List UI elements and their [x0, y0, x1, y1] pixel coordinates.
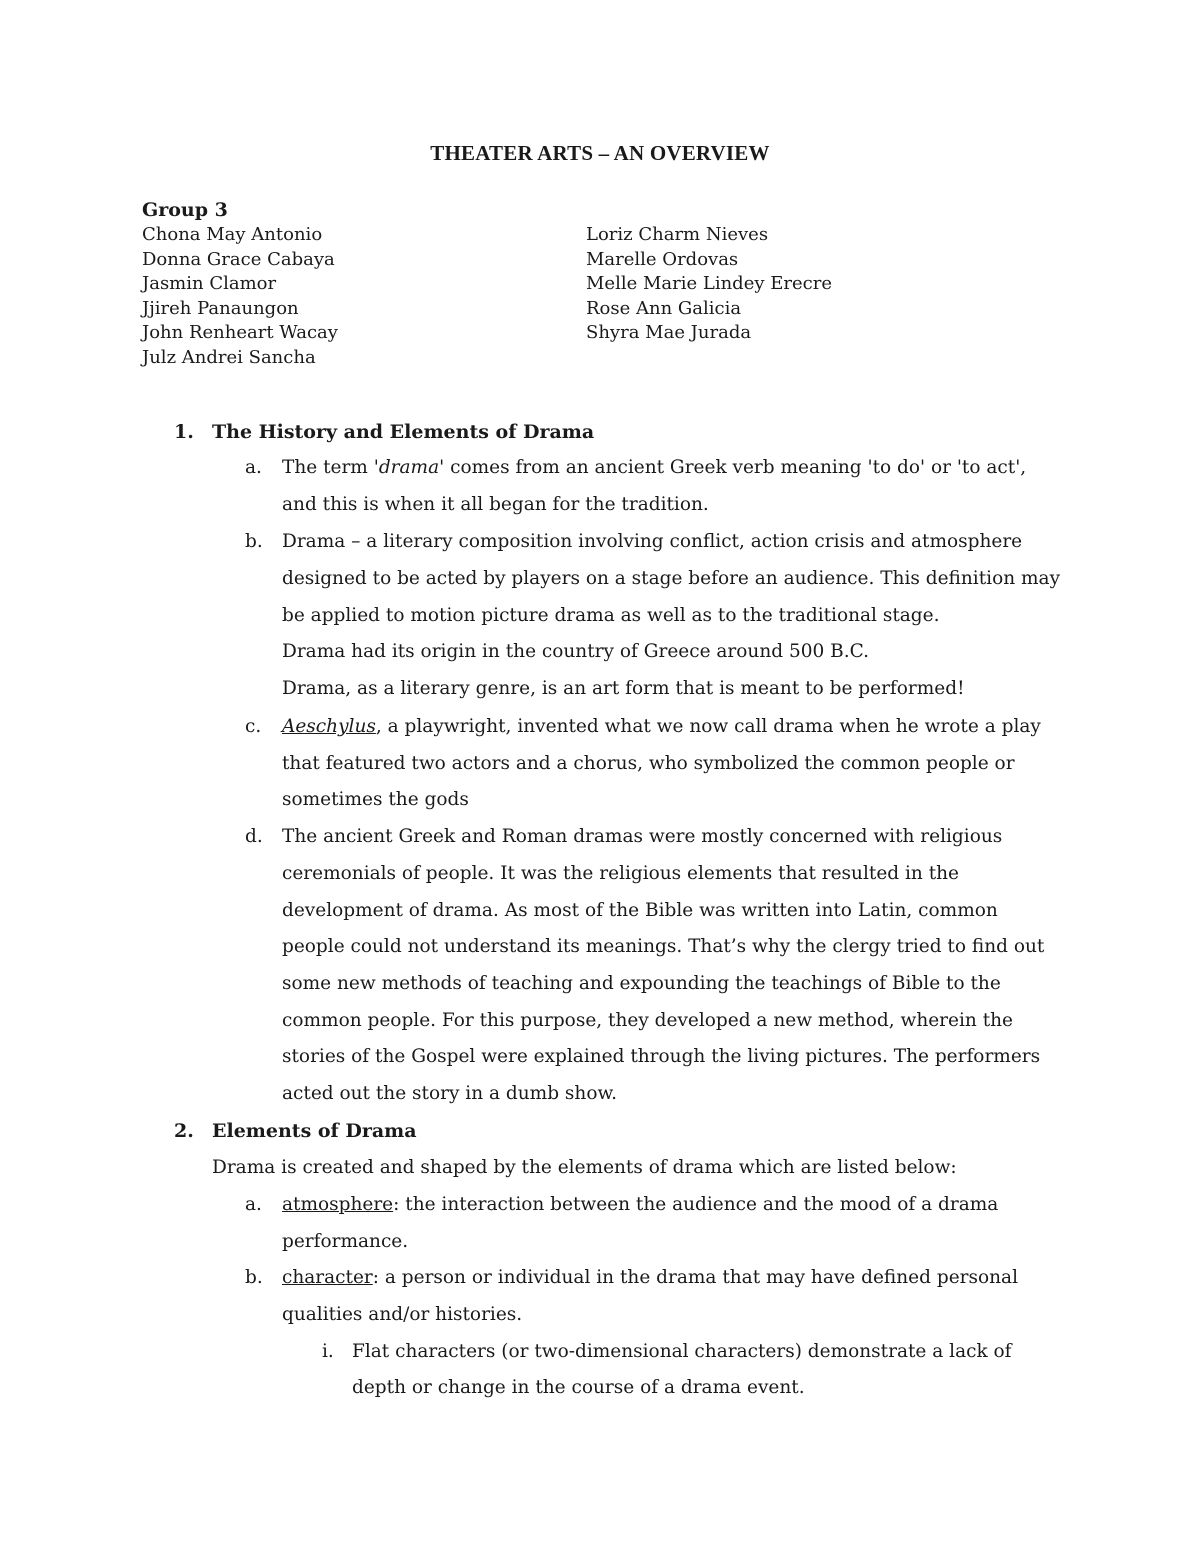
section-1d-line: people could not understand its meanings. That’s why the clergy tried to find out [282, 936, 1045, 957]
section-1b-line: designed to be acted by players on a stage before an audience. This definition may [282, 568, 1061, 589]
list-marker: a. [245, 457, 262, 478]
section-2-title: Elements of Drama [212, 1120, 417, 1142]
section-2bi-line-2: depth or change in the course of a drama event. [352, 1377, 805, 1398]
section-2-number: 2. [174, 1120, 194, 1142]
member-name: Shyra Mae Jurada [586, 322, 752, 344]
member-name: Julz Andrei Sancha [142, 346, 316, 368]
members-column-2 [586, 223, 832, 346]
list-marker: b. [245, 531, 263, 552]
section-1b-line: Drama, as a literary genre, is an art form that is meant to be performed! [282, 678, 965, 699]
section-2bi-line-1: Flat characters (or two-dimensional characters) demonstrate a lack of [352, 1341, 1012, 1362]
members-column-1 [142, 223, 338, 371]
section-1d-line: acted out the story in a dumb show. [282, 1083, 617, 1104]
member-name: Jasmin Clamor [142, 273, 277, 295]
section-1c-line: sometimes the gods [282, 789, 469, 810]
document-title: THEATER ARTS – AN OVERVIEW [430, 141, 770, 165]
section-1c-line-1: Aeschylus, a playwright, invented what we now call drama when he wrote a play [282, 716, 1041, 737]
section-1b-line: Drama – a literary composition involving conflict, action crisis and atmosphere [282, 531, 1023, 552]
list-marker: b. [245, 1267, 263, 1288]
section-1b-line: Drama had its origin in the country of Greece around 500 B.C. [282, 641, 870, 662]
section-1-number: 1. [174, 421, 194, 443]
section-2b-line-2: qualities and/or histories. [282, 1304, 523, 1325]
section-1d-line: development of drama. As most of the Bible was written into Latin, common [282, 900, 998, 921]
section-1c-line: that featured two actors and a chorus, who symbolized the common people or [282, 753, 1015, 774]
atmosphere-term: atmosphere [282, 1194, 394, 1215]
section-2a-line-2: performance. [282, 1231, 409, 1252]
member-name: John Renheart Wacay [142, 322, 338, 344]
list-marker: d. [245, 826, 263, 847]
character-term: character [282, 1267, 373, 1288]
member-name: Donna Grace Cabaya [142, 248, 335, 270]
group-label: Group 3 [142, 199, 228, 221]
member-name: Rose Ann Galicia [586, 297, 742, 319]
section-1d-line: stories of the Gospel were explained through the living pictures. The performers [282, 1046, 1041, 1067]
aeschylus-link: Aeschylus [282, 716, 376, 737]
section-1b-line: be applied to motion picture drama as well as to the traditional stage. [282, 605, 940, 626]
section-1d-line: common people. For this purpose, they developed a new method, wherein the [282, 1010, 1013, 1031]
section-1a-line-2: and this is when it all began for the tradition. [282, 494, 709, 515]
section-1d-line: some new methods of teaching and expounding the teachings of Bible to the [282, 973, 1001, 994]
list-marker: a. [245, 1194, 262, 1215]
list-marker: c. [245, 716, 262, 737]
section-1d-line: The ancient Greek and Roman dramas were mostly concerned with religious [282, 826, 1003, 847]
member-name: Chona May Antonio [142, 224, 323, 245]
drama-term: 'drama' [373, 457, 445, 478]
member-name: Marelle Ordovas [586, 248, 739, 270]
member-name: Jjireh Panaungon [142, 297, 299, 319]
section-1-title: The History and Elements of Drama [212, 421, 595, 443]
member-name: Loriz Charm Nieves [586, 224, 769, 245]
member-name: Melle Marie Lindey Erecre [586, 273, 832, 295]
section-2a-line-1: atmosphere: the interaction between the audience and the mood of a drama [282, 1194, 999, 1215]
list-marker: i. [322, 1341, 334, 1362]
section-1d-line: ceremonials of people. It was the religious elements that resulted in the [282, 863, 960, 884]
section-2b-line-1: character: a person or individual in the drama that may have defined personal [282, 1267, 1018, 1288]
section-1a-line-1: The term 'drama' comes from an ancient Greek verb meaning 'to do' or 'to act', [282, 457, 1027, 478]
section-2-intro: Drama is created and shaped by the elements of drama which are listed below: [212, 1157, 957, 1178]
